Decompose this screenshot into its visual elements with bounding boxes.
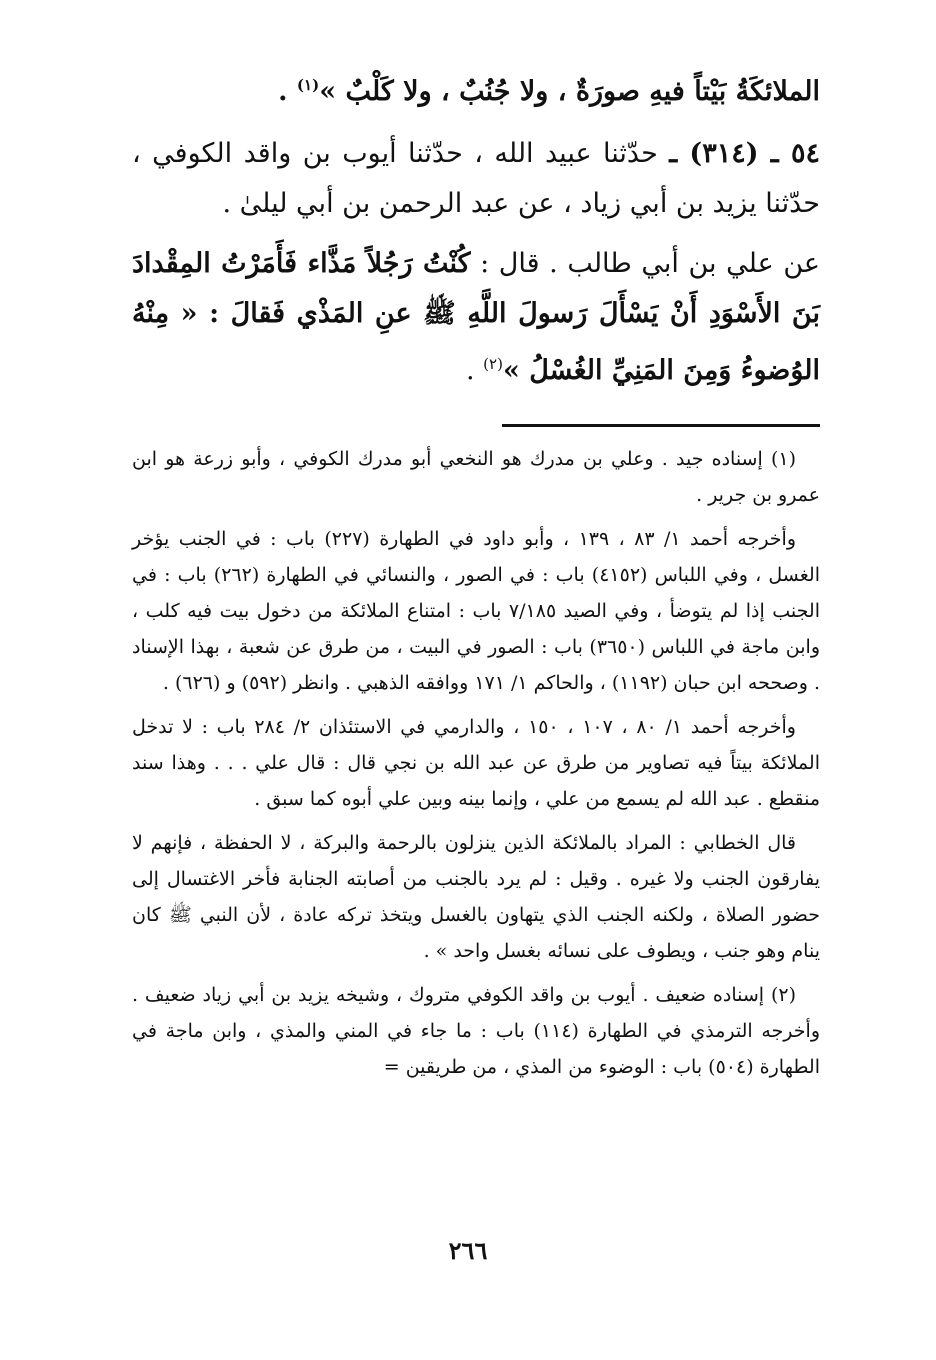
matn-end: .: [465, 355, 484, 386]
footnote-1-para-4: قال الخطابي : المراد بالملائكة الذين ينزلون بالرحمة والبركة ، لا الحفظة ، فإنهم لا يفارقون الجنب ولا غيره . وقيل : لم يرد بالجنب من أصابته الجنابة فأخر الاغتسال إلى حضور الصلاة ، ولكنه الجنب الذي يتهاون بالغسل ويتخذ تركه عادة ، لأن النبي ﷺ كان ينام وهو جنب ، ويطوف على نسائه بغسل واحد » .: [132, 832, 820, 962]
footnote-1-para-2: وأخرجه أحمد ١/ ٨٣ ، ١٣٩ ، وأبو داود في الطهارة (٢٢٧) باب : في الجنب يؤخر الغسل ، وفي اللباس (٤١٥٢) باب : في الصور ، والنسائي في الطهارة (٢٦٢) باب : في الجنب إذا لم يتوضأ ، وفي الصيد ٧/١٨٥ باب : امتناع الملائكة من دخول بيت فيه كلب ، وابن ماجة في اللباس (٣٦٥٠) باب : الصور في البيت ، من طرق عن شعبة ، بهذا الإسناد . وصححه ابن حبان (١١٩٢) ، والحاكم ١/ ١٧١ ووافقه الذهبي . وانظر (٥٩٢) و (٦٢٦) .: [132, 528, 820, 694]
hadith-number: ٥٤ ـ (٣١٤) ـ: [669, 138, 820, 169]
footnote-1-para-3: وأخرجه أحمد ١/ ٨٠ ، ١٠٧ ، ١٥٠ ، والدارمي في الاستئذان ٢/ ٢٨٤ باب : لا تدخل الملائكة بيتاً فيه تصاوير من طرق عن عبد الله بن نجي قال : قال علي . . . وهذا سند منقطع . عبد الله لم يسمع من علي ، وإنما بينه وبين علي أبوه كما سبق .: [132, 716, 820, 810]
footnote-1-para-1: (١) إسناده جيد . وعلي بن مدرك هو النخعي أبو مدرك الكوفي ، وأبو زرعة هو ابن عمرو بن جرير .: [132, 448, 820, 506]
footnote-2-para-1: (٢) إسناده ضعيف . أيوب بن واقد الكوفي متروك ، وشيخه يزيد بن أبي زياد ضعيف . وأخرجه الترمذي في الطهارة (١١٤) باب : ما جاء في المني والمذي ، وابن ماجة في الطهارة (٥٠٤) باب : الوضوء من المذي ، من طريقين =: [132, 984, 820, 1078]
footnote-ref-1: (١): [296, 76, 320, 94]
top-line-end: .: [278, 76, 297, 107]
top-line: [132, 62, 820, 115]
matn-intro: عن علي بن أبي طالب . قال :: [480, 248, 820, 279]
isnad-line-2: حدّثنا يزيد بن أبي زياد ، عن عبد الرحمن بن أبي ليلىٰ .: [222, 188, 820, 219]
hadith-matn: [132, 239, 820, 396]
page-number: ٢٦٦: [448, 1236, 488, 1265]
page-body: [132, 62, 820, 1093]
matn-body: كُنْتُ رَجُلاً مَذَّاء فَأَمَرْتُ المِقْدادَ بَنَ الأَسْوَدِ أَنْ يَسْأَلَ رَسولَ اللَّهِ ﷺ عنِ المَذْي فَقالَ : « مِنْهُ الوُضوءُ وَمِنَ المَنِيِّ الغُسْلُ »: [132, 248, 820, 386]
hadith-isnad: [132, 129, 820, 229]
footnote-ref-2: (٢): [483, 355, 503, 373]
footnote-divider: [502, 424, 820, 427]
isnad-line-1: حدّثنا عبيد الله ، حدّثنا أيوب بن واقد الكوفي ،: [132, 138, 658, 169]
top-line-text: الملائكَةُ بَيْتاً فيهِ صورَةٌ ، ولا جُنُبٌ ، ولا كَلْبٌ »: [319, 76, 820, 107]
